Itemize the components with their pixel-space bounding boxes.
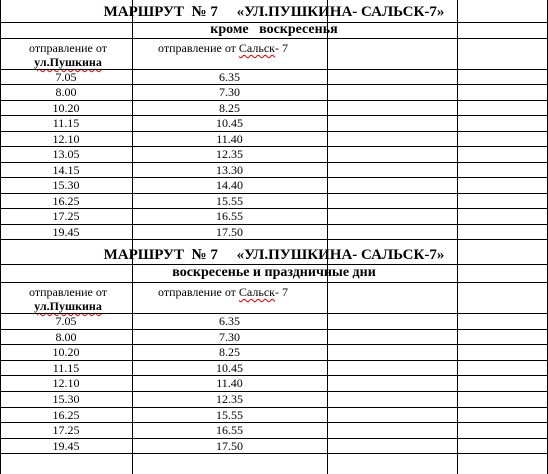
grid-line xyxy=(0,131,548,132)
departure-salsk-cell: 10.45 xyxy=(216,116,243,131)
departure-pushkina-cell: 16.25 xyxy=(52,407,80,422)
departure-salsk-cell: 10.45 xyxy=(216,360,243,375)
header-left-line2: ул.Пушкина xyxy=(34,55,102,69)
departure-pushkina-cell: 10.20 xyxy=(52,345,80,360)
grid-line xyxy=(0,38,548,39)
departure-salsk-cell: 7.30 xyxy=(219,85,240,100)
departure-pushkina-cell: 19.45 xyxy=(52,224,80,239)
grid-line xyxy=(0,438,548,439)
grid-line xyxy=(0,100,548,101)
section2-subtitle: воскресенье и праздничные дни xyxy=(172,265,376,280)
section2-header-left xyxy=(6,285,130,313)
grid-line xyxy=(0,282,548,283)
grid-line xyxy=(0,407,548,408)
grid-line xyxy=(0,193,548,194)
section1-title: МАРШРУТ № 7 «УЛ.ПУШКИНА- САЛЬСК-7» xyxy=(103,4,445,20)
departure-salsk-cell: 12.35 xyxy=(216,147,243,162)
departure-pushkina-cell: 14.15 xyxy=(52,162,80,177)
grid-line xyxy=(0,329,548,330)
departure-salsk-cell: 12.35 xyxy=(216,392,243,406)
section2-title: МАРШРУТ № 7 «УЛ.ПУШКИНА- САЛЬСК-7» xyxy=(103,247,445,263)
departure-pushkina-cell: 10.20 xyxy=(52,100,80,115)
departure-pushkina-cell: 7.05 xyxy=(55,70,77,84)
grid-line xyxy=(0,391,548,392)
grid-line xyxy=(0,453,548,454)
departure-pushkina-cell: 11.15 xyxy=(52,360,80,375)
grid-line xyxy=(0,162,548,163)
section2-header-right xyxy=(158,285,288,299)
departure-pushkina-cell: 13.05 xyxy=(52,147,80,162)
grid-line xyxy=(0,313,548,314)
grid-line xyxy=(0,239,548,240)
departure-salsk-cell: 6.35 xyxy=(219,314,240,328)
departure-pushkina-cell: 17.25 xyxy=(52,423,80,438)
grid-line xyxy=(0,177,548,178)
header-right-prefix: отправление от xyxy=(158,41,239,55)
header-left-line1: отправление от xyxy=(29,41,107,55)
header-right-word: Сальск xyxy=(238,285,275,299)
departure-salsk-cell: 8.25 xyxy=(219,345,240,360)
departure-pushkina-cell: 17.25 xyxy=(52,209,80,224)
grid-line xyxy=(0,422,548,423)
grid-line xyxy=(0,69,548,70)
departure-pushkina-cell: 12.10 xyxy=(52,131,80,146)
departure-salsk-cell: 13.30 xyxy=(216,162,243,177)
departure-salsk-cell: 11.40 xyxy=(216,131,243,146)
header-left-line2: ул.Пушкина xyxy=(34,299,102,313)
header-right-suffix: - 7 xyxy=(274,41,288,55)
grid-line xyxy=(0,224,548,225)
grid-line xyxy=(0,146,548,147)
header-right-suffix: - 7 xyxy=(274,285,288,299)
departure-pushkina-cell: 11.15 xyxy=(52,116,80,131)
departure-salsk-cell: 16.55 xyxy=(216,209,243,224)
departure-salsk-cell: 16.55 xyxy=(216,423,243,438)
section1-header-right xyxy=(158,41,288,55)
grid-line xyxy=(0,375,548,376)
grid-line xyxy=(0,84,548,85)
departure-pushkina-cell: 15.30 xyxy=(52,178,80,193)
grid-line xyxy=(0,208,548,209)
departure-pushkina-cell: 15.30 xyxy=(52,392,80,406)
departure-salsk-cell: 15.55 xyxy=(216,407,243,422)
departure-salsk-cell: 11.40 xyxy=(216,376,243,391)
departure-pushkina-cell: 19.45 xyxy=(52,438,80,453)
grid-line xyxy=(0,360,548,361)
departure-salsk-cell: 17.50 xyxy=(216,438,243,453)
departure-salsk-cell: 17.50 xyxy=(216,224,243,239)
header-right-prefix: отправление от xyxy=(158,285,239,299)
grid-line xyxy=(457,0,458,474)
grid-line xyxy=(0,115,548,116)
departure-salsk-cell: 14.40 xyxy=(216,178,243,193)
departure-pushkina-cell: 12.10 xyxy=(52,376,80,391)
section1-subtitle: кроме воскресенья xyxy=(210,22,338,37)
departure-pushkina-cell: 8.00 xyxy=(55,85,77,100)
departure-salsk-cell: 8.25 xyxy=(219,100,240,115)
departure-salsk-cell: 15.55 xyxy=(216,193,243,208)
departure-pushkina-cell: 8.00 xyxy=(55,329,77,344)
grid-line xyxy=(327,0,328,474)
departure-salsk-cell: 6.35 xyxy=(219,70,240,84)
departure-salsk-cell: 7.30 xyxy=(219,329,240,344)
section1-header-left xyxy=(6,41,130,69)
departure-pushkina-cell: 7.05 xyxy=(55,314,77,328)
departure-pushkina-cell: 16.25 xyxy=(52,193,80,208)
grid-line xyxy=(0,344,548,345)
header-left-line1: отправление от xyxy=(29,285,107,299)
header-right-word: Сальск xyxy=(238,41,275,55)
